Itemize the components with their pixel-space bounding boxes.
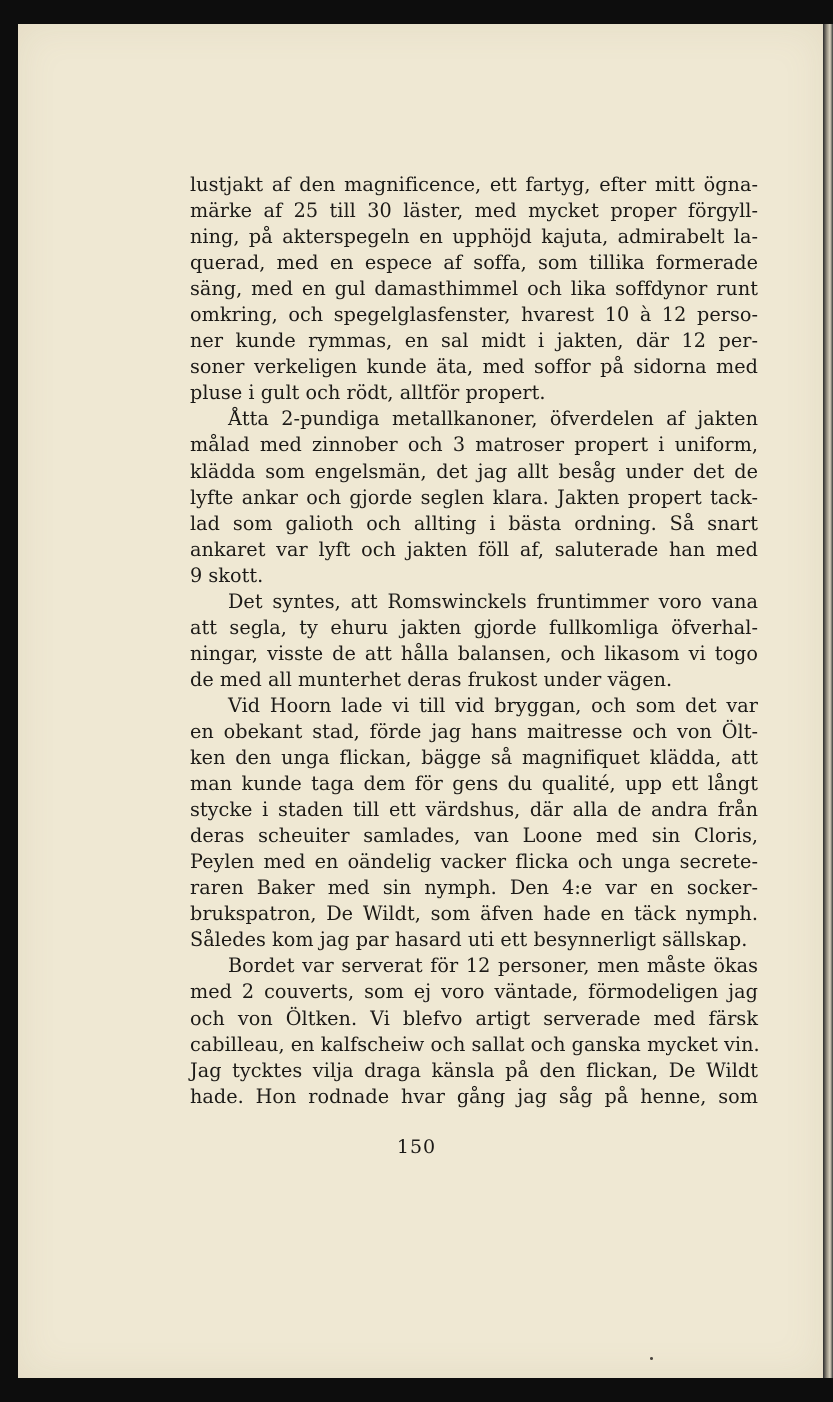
text-line: klädda som engelsmän, det jag allt besåg under det de (190, 459, 758, 483)
text-line: märke af 25 till 30 läster, med mycket proper förgyll- (190, 199, 758, 223)
text-line: 9 skott. (190, 563, 264, 587)
text-line: med 2 couverts, som ej voro väntade, förmodeligen jag (190, 980, 758, 1004)
text-line: brukspatron, De Wildt, som äfven hade en täck nymph. (190, 902, 758, 926)
text-line: lad som galioth och allting i bästa ordning. Så snart (190, 511, 758, 535)
text-line: man kunde taga dem för gens du qualité, upp ett långt (190, 772, 758, 796)
text-line: querad, med en especе af soffa, som tillika formerade (190, 251, 758, 275)
text-line: lyfte ankar och gjorde seglen klara. Jakten propert tack- (190, 485, 758, 509)
text-line: att segla, ty ehuru jakten gjorde fullkomliga öfverhal- (190, 615, 758, 639)
body-text (190, 172, 758, 1110)
text-line: Det syntes, att Romswinckels fruntimmer voro vana (228, 589, 758, 613)
text-line: soner verkeligen kunde äta, med soffor på sidorna med (190, 355, 758, 379)
ink-speck (650, 1357, 653, 1360)
text-line: hade. Hon rodnade hvar gång jag såg på henne, som (190, 1084, 758, 1108)
text-line: ken den unga flickan, bägge så magnifiquet klädda, att (190, 746, 758, 770)
text-line: ner kunde rymmas, en sal midt i jakten, där 12 per- (190, 329, 758, 353)
text-line: de med all munterhet deras frukost under vägen. (190, 667, 673, 691)
text-line: Således kom jag par hasard uti ett besynnerligt sällskap. (190, 928, 748, 952)
text-line: ning, på akterspegeln en upphöjd kajuta, admirabelt la- (190, 225, 758, 249)
text-line: en obekant stad, förde jag hans maitresse och von Ölt- (190, 719, 758, 743)
text-line: omkring, och spegelglasfenster, hvarest 10 à 12 perso- (190, 303, 758, 327)
text-line: och von Öltken. Vi blefvo artigt serverade med färsk (190, 1006, 758, 1030)
text-line: Vid Hoorn lade vi till vid bryggan, och som det var (228, 693, 758, 717)
text-line: Bordet var serverat för 12 personer, men måste ökas (228, 954, 758, 978)
text-line: säng, med en gul damasthimmel och lika soffdynor runt (190, 277, 758, 301)
page-edge-shadow (823, 24, 833, 1378)
text-line: Jag tycktes vilja draga känsla på den flickan, De Wildt (190, 1058, 758, 1082)
text-line: Åtta 2-pundiga metallkanoner, öfverdelen af jakten (228, 407, 758, 431)
text-line: målad med zinnober och 3 matroser propert i uniform, (190, 433, 758, 457)
text-line: cabilleau, en kalfscheiw och sallat och ganska mycket vin. (190, 1032, 760, 1056)
text-line: ankaret var lyft och jakten föll af, saluterade han med (190, 537, 758, 561)
text-line: Peylen med en oändelig vacker flicka och unga secrete- (190, 850, 758, 874)
text-line: raren Baker med sin nymph. Den 4:e var en socker- (190, 876, 758, 900)
text-line: stycke i staden till ett värdshus, där alla de andra från (190, 798, 758, 822)
text-line: deras scheuiter samlades, van Loone med sin Cloris, (190, 824, 758, 848)
text-line: ningar, visste de att hålla balansen, och likasom vi togo (190, 641, 758, 665)
page-number: 150 (396, 1136, 437, 1158)
text-line: pluse i gult och rödt, alltför propert. (190, 381, 546, 405)
text-line: lustjakt af den magnificence, ett fartyg, efter mitt ögna- (190, 173, 758, 196)
